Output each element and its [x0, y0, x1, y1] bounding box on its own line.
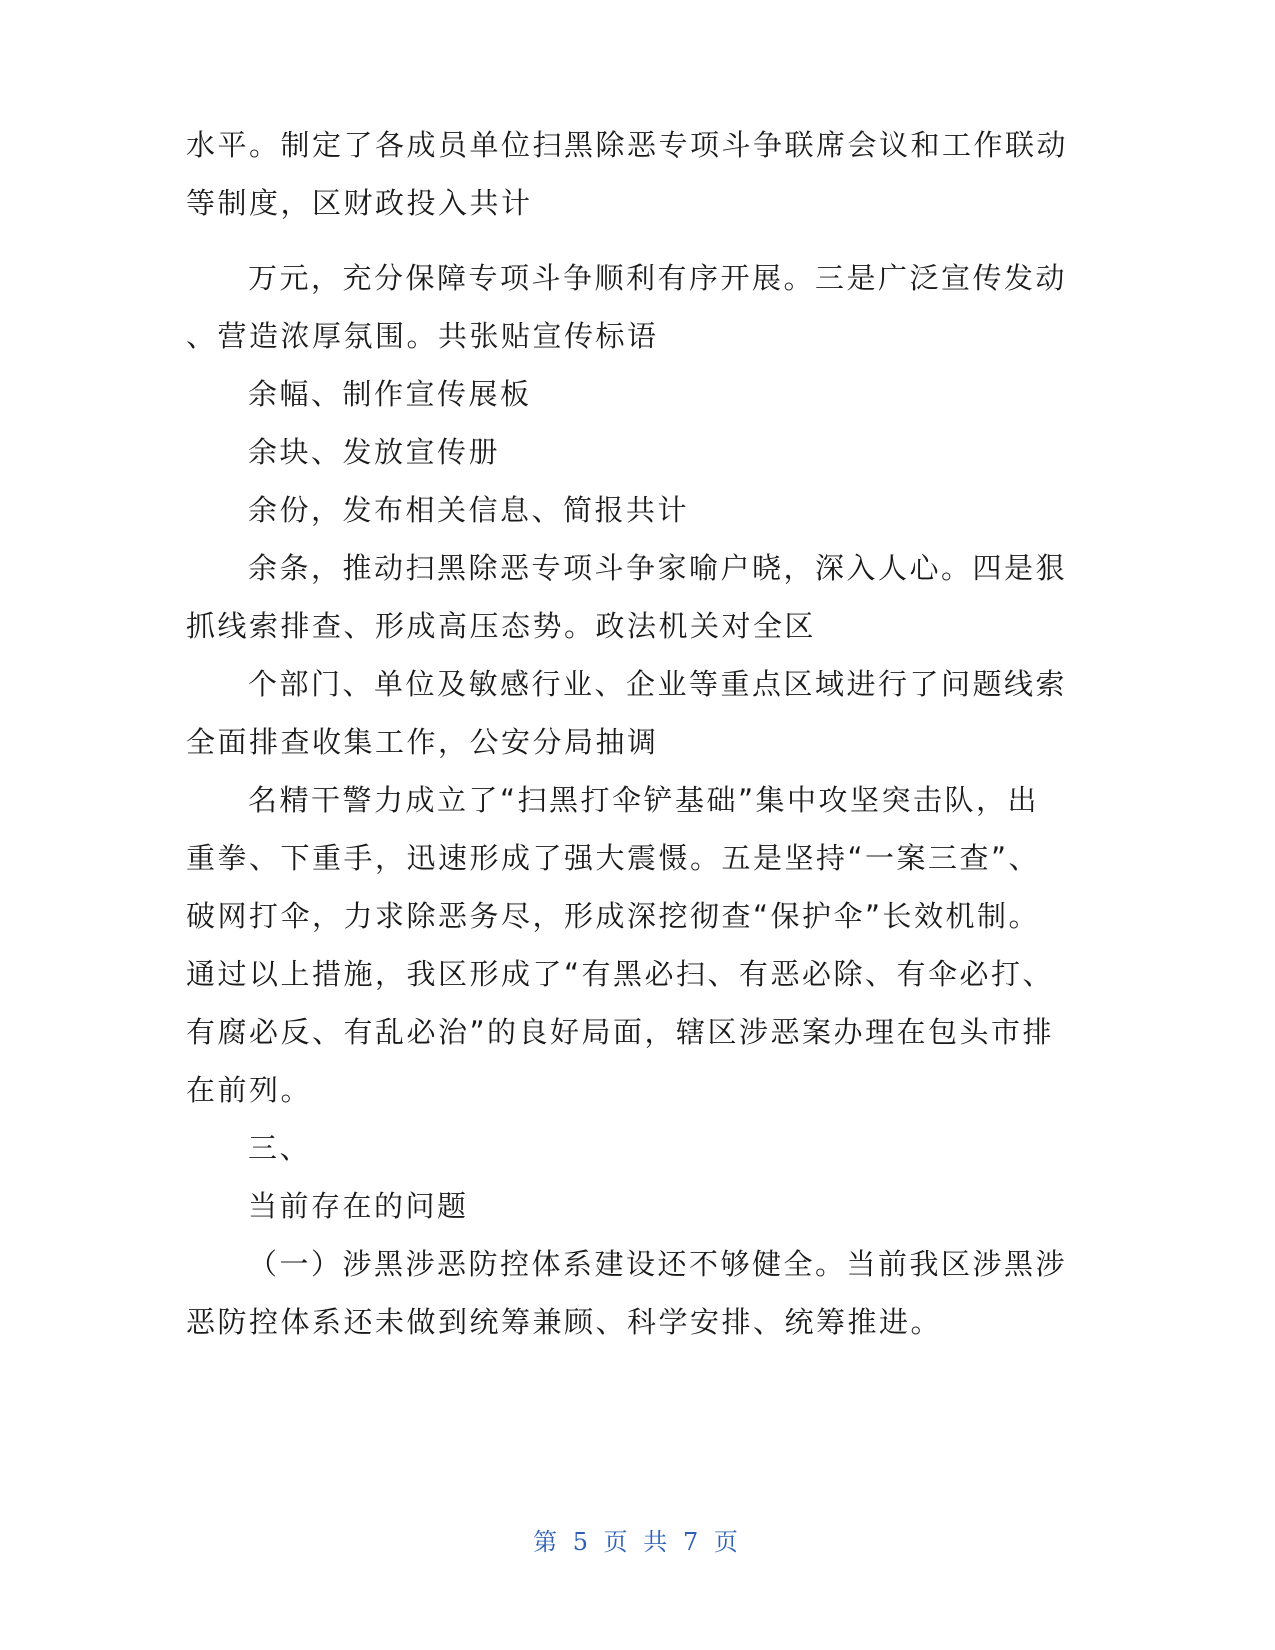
- text-line: 水平。制定了各成员单位扫黑除恶专项斗争联席会议和工作联动: [186, 128, 1069, 162]
- text-line: 抓线索排查、形成高压态势。政法机关对全区: [186, 609, 817, 643]
- text-line: 在前列。: [186, 1073, 313, 1107]
- text-line: 余幅、制作宣传展板: [248, 377, 532, 411]
- text-line: 通过以上措施，我区形成了“有黑必扫、有恶必除、有伞必打、: [186, 957, 1055, 991]
- section-heading: 当前存在的问题: [248, 1189, 469, 1223]
- text-line: 余块、发放宣传册: [248, 435, 501, 469]
- text-line: 全面排查收集工作，公安分局抽调: [186, 725, 659, 759]
- text-line: 破网打伞，力求除恶务尽，形成深挖彻查“保护伞”长效机制。: [186, 899, 1041, 933]
- text-line: 、营造浓厚氛围。共张贴宣传标语: [186, 319, 659, 353]
- text-line: （一）涉黑涉恶防控体系建设还不够健全。当前我区涉黑涉: [248, 1247, 1068, 1281]
- text-line: 重拳、下重手，迅速形成了强大震慑。五是坚持“一案三查”、: [186, 841, 1041, 875]
- section-number: 三、: [248, 1131, 312, 1165]
- text-line: 万元，充分保障专项斗争顺利有序开展。三是广泛宣传发动: [248, 261, 1068, 295]
- text-line: 恶防控体系还未做到统筹兼顾、科学安排、统筹推进。: [186, 1305, 943, 1339]
- text-line: 余份，发布相关信息、简报共计: [248, 493, 690, 527]
- text-line: 个部门、单位及敏感行业、企业等重点区域进行了问题线索: [248, 667, 1068, 701]
- text-line: 余条，推动扫黑除恶专项斗争家喻户晓，深入人心。四是狠: [248, 551, 1068, 585]
- text-line: 名精干警力成立了“扫黑打伞铲基础”集中攻坚突击队，出: [248, 783, 1040, 817]
- text-line: 有腐必反、有乱必治”的良好局面，辖区涉恶案办理在包头市排: [186, 1015, 1055, 1049]
- text-line: 等制度，区财政投入共计: [186, 186, 533, 220]
- page-number: 第 5 页 共 7 页: [533, 1528, 742, 1556]
